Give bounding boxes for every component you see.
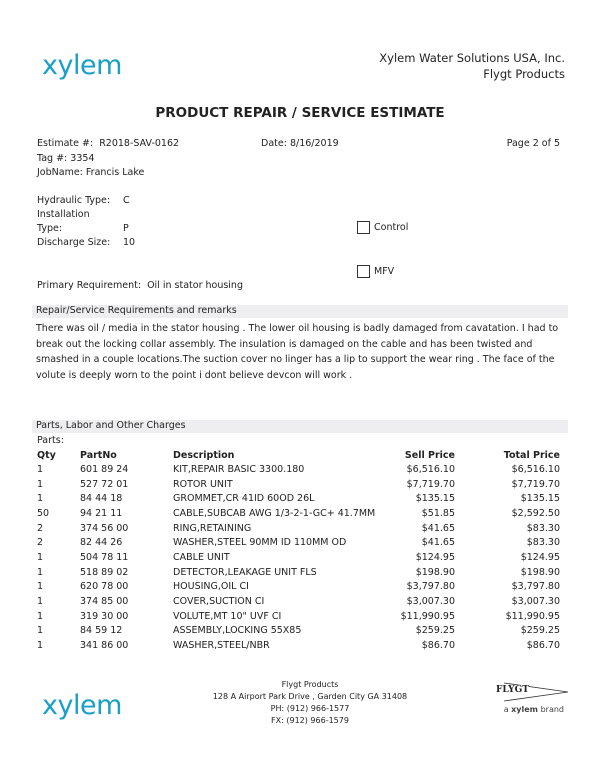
checkbox-icon — [357, 221, 370, 234]
cell-total-price: $11,990.95 — [505, 610, 560, 622]
footer-fax: FX: (912) 966-1579 — [271, 716, 349, 725]
flygt-brand-logo — [492, 680, 572, 714]
cell-partno: 82 44 26 — [80, 537, 123, 549]
installation-label: Installation — [37, 209, 90, 220]
cell-description: ROTOR UNIT — [173, 478, 233, 490]
cell-total-price: $135.15 — [520, 493, 560, 505]
cell-total-price: $2,592.50 — [511, 508, 560, 519]
page-number: Page 2 of 5 — [506, 138, 560, 149]
tag-number: Tag #: 3354 — [37, 153, 95, 164]
cell-total-price: $124.95 — [520, 552, 560, 564]
cell-description: KIT,REPAIR BASIC 3300.180 — [173, 464, 305, 475]
cell-qty: 1 — [37, 610, 44, 622]
cell-description: ASSEMBLY,LOCKING 55X85 — [173, 625, 302, 637]
cell-sell-price: $259.25 — [415, 625, 455, 637]
flygt-wordmark: FLYGT — [496, 685, 529, 695]
cell-sell-price: $135.15 — [415, 493, 455, 505]
cell-total-price: $198.90 — [520, 566, 560, 578]
col-qty: Qty — [37, 450, 56, 461]
cell-partno: 527 72 01 — [80, 478, 129, 490]
type-label: Type: — [37, 223, 63, 234]
cell-description: DETECTOR,LEAKAGE UNIT FLS — [173, 566, 317, 578]
cell-sell-price: $11,990.95 — [400, 610, 455, 622]
company-name: Xylem Water Solutions USA, Inc. — [379, 51, 565, 65]
cell-qty: 1 — [37, 566, 44, 578]
cell-total-price: $259.25 — [520, 625, 560, 637]
type-value: P — [123, 223, 129, 234]
cell-sell-price: $3,007.30 — [406, 596, 455, 608]
primary-requirement: Primary Requirement: Oil in stator housing — [37, 280, 243, 291]
footer-address — [170, 679, 450, 727]
footer-company: Flygt Products — [281, 680, 339, 689]
cell-qty: 1 — [37, 625, 44, 637]
parts-table-header — [32, 450, 560, 464]
footer-xylem-logo: xylem — [42, 690, 122, 721]
cell-qty: 2 — [37, 522, 44, 534]
cell-qty: 1 — [37, 581, 44, 593]
cell-qty: 1 — [37, 552, 44, 564]
cell-sell-price: $124.95 — [415, 552, 455, 564]
cell-sell-price: $3,797.80 — [406, 581, 455, 593]
footer-phone: PH: (912) 966-1577 — [270, 704, 350, 713]
remarks-heading: Repair/Service Requirements and remarks — [36, 305, 237, 316]
cell-sell-price: $86.70 — [421, 640, 455, 652]
cell-description: WASHER,STEEL 90MM ID 110MM OD — [173, 537, 347, 549]
table-row — [32, 640, 560, 654]
division-name: Flygt Products — [483, 67, 565, 81]
table-row — [32, 493, 560, 507]
col-description: Description — [173, 450, 235, 461]
table-row — [32, 537, 560, 551]
cell-sell-price: $6,516.10 — [406, 464, 455, 475]
brand-tagline: a xylem brand — [503, 705, 564, 714]
table-row — [32, 625, 560, 639]
footer-street: 128 A Airport Park Drive , Garden City GA 31408 — [212, 692, 408, 701]
cell-description: VOLUTE,MT 10" UVF CI — [173, 610, 282, 622]
cell-total-price: $3,007.30 — [511, 596, 560, 608]
cell-partno: 374 56 00 — [80, 522, 129, 534]
cell-description: WASHER,STEEL/NBR — [173, 640, 270, 652]
cell-partno: 601 89 24 — [80, 464, 129, 475]
cell-qty: 1 — [37, 464, 44, 475]
xylem-logo: xylem — [42, 50, 122, 81]
table-row — [32, 523, 560, 537]
mfv-checkbox[interactable]: MFV — [357, 265, 394, 278]
parts-subheading: Parts: — [37, 435, 64, 446]
col-partno: PartNo — [80, 450, 117, 461]
table-row — [32, 611, 560, 625]
cell-sell-price: $7,719.70 — [406, 478, 455, 490]
col-total-price: Total Price — [503, 450, 560, 461]
page-title: PRODUCT REPAIR / SERVICE ESTIMATE — [155, 105, 445, 121]
estimate-date: Date: 8/16/2019 — [261, 138, 339, 149]
cell-partno: 84 59 12 — [80, 625, 123, 637]
table-row — [32, 596, 560, 610]
remarks-heading-band — [32, 305, 568, 318]
checkbox-icon — [357, 265, 370, 278]
remarks-text: There was oil / media in the stator housing . The lower oil housing is badly damaged from cavatation. I had to break out the locking collar assembly. The insulation is damaged on the cable and has been twisted and smashed in a couple locations.The suction cover no linger has a lip to support the wear ring . The face of the volute is deeply worn to the point i dont believe devcon will work . — [36, 323, 559, 381]
discharge-size-label: Discharge Size: — [37, 237, 111, 248]
discharge-size-value: 10 — [123, 237, 136, 248]
cell-partno: 518 89 02 — [80, 566, 129, 578]
cell-total-price: $7,719.70 — [511, 478, 560, 490]
table-row — [32, 464, 560, 478]
cell-partno: 504 78 11 — [80, 552, 129, 564]
cell-partno: 374 85 00 — [80, 596, 129, 608]
hydraulic-type-label: Hydraulic Type: — [37, 195, 111, 206]
cell-description: HOUSING,OIL CI — [173, 581, 249, 593]
cell-description: COVER,SUCTION CI — [173, 596, 265, 608]
estimate-number: Estimate #: R2018-SAV-0162 — [37, 138, 180, 149]
cell-qty: 1 — [37, 640, 44, 652]
cell-total-price: $83.30 — [526, 537, 560, 549]
table-row — [32, 508, 560, 522]
table-row — [32, 479, 560, 493]
cell-qty: 50 — [37, 508, 50, 519]
cell-description: CABLE,SUBCAB AWG 1/3-2-1-GC+ 41.7MM — [173, 508, 376, 519]
table-row — [32, 581, 560, 595]
control-checkbox[interactable]: Control — [357, 221, 408, 234]
table-row — [32, 567, 560, 581]
cell-partno: 341 86 00 — [80, 640, 129, 652]
cell-description: RING,RETAINING — [173, 522, 252, 534]
cell-total-price: $86.70 — [526, 640, 560, 652]
cell-sell-price: $51.85 — [421, 508, 455, 519]
cell-partno: 319 30 00 — [80, 610, 129, 622]
col-sell-price: Sell Price — [404, 450, 455, 461]
parts-heading-band — [32, 420, 568, 433]
cell-description: CABLE UNIT — [173, 552, 230, 564]
job-name: JobName: Francis Lake — [37, 167, 145, 178]
cell-partno: 84 44 18 — [80, 493, 123, 505]
cell-sell-price: $41.65 — [421, 537, 455, 549]
parts-heading: Parts, Labor and Other Charges — [36, 420, 186, 431]
cell-qty: 2 — [37, 537, 44, 549]
hydraulic-type-value: C — [123, 195, 130, 206]
cell-partno: 94 21 11 — [80, 508, 123, 519]
cell-description: GROMMET,CR 41ID 60OD 26L — [173, 493, 315, 505]
table-row — [32, 552, 560, 566]
cell-sell-price: $198.90 — [415, 566, 455, 578]
cell-qty: 1 — [37, 493, 44, 505]
cell-sell-price: $41.65 — [421, 522, 455, 534]
cell-qty: 1 — [37, 596, 44, 608]
cell-total-price: $83.30 — [526, 522, 560, 534]
cell-total-price: $3,797.80 — [511, 581, 560, 593]
cell-qty: 1 — [37, 478, 44, 490]
cell-total-price: $6,516.10 — [511, 464, 560, 475]
cell-partno: 620 78 00 — [80, 581, 129, 593]
